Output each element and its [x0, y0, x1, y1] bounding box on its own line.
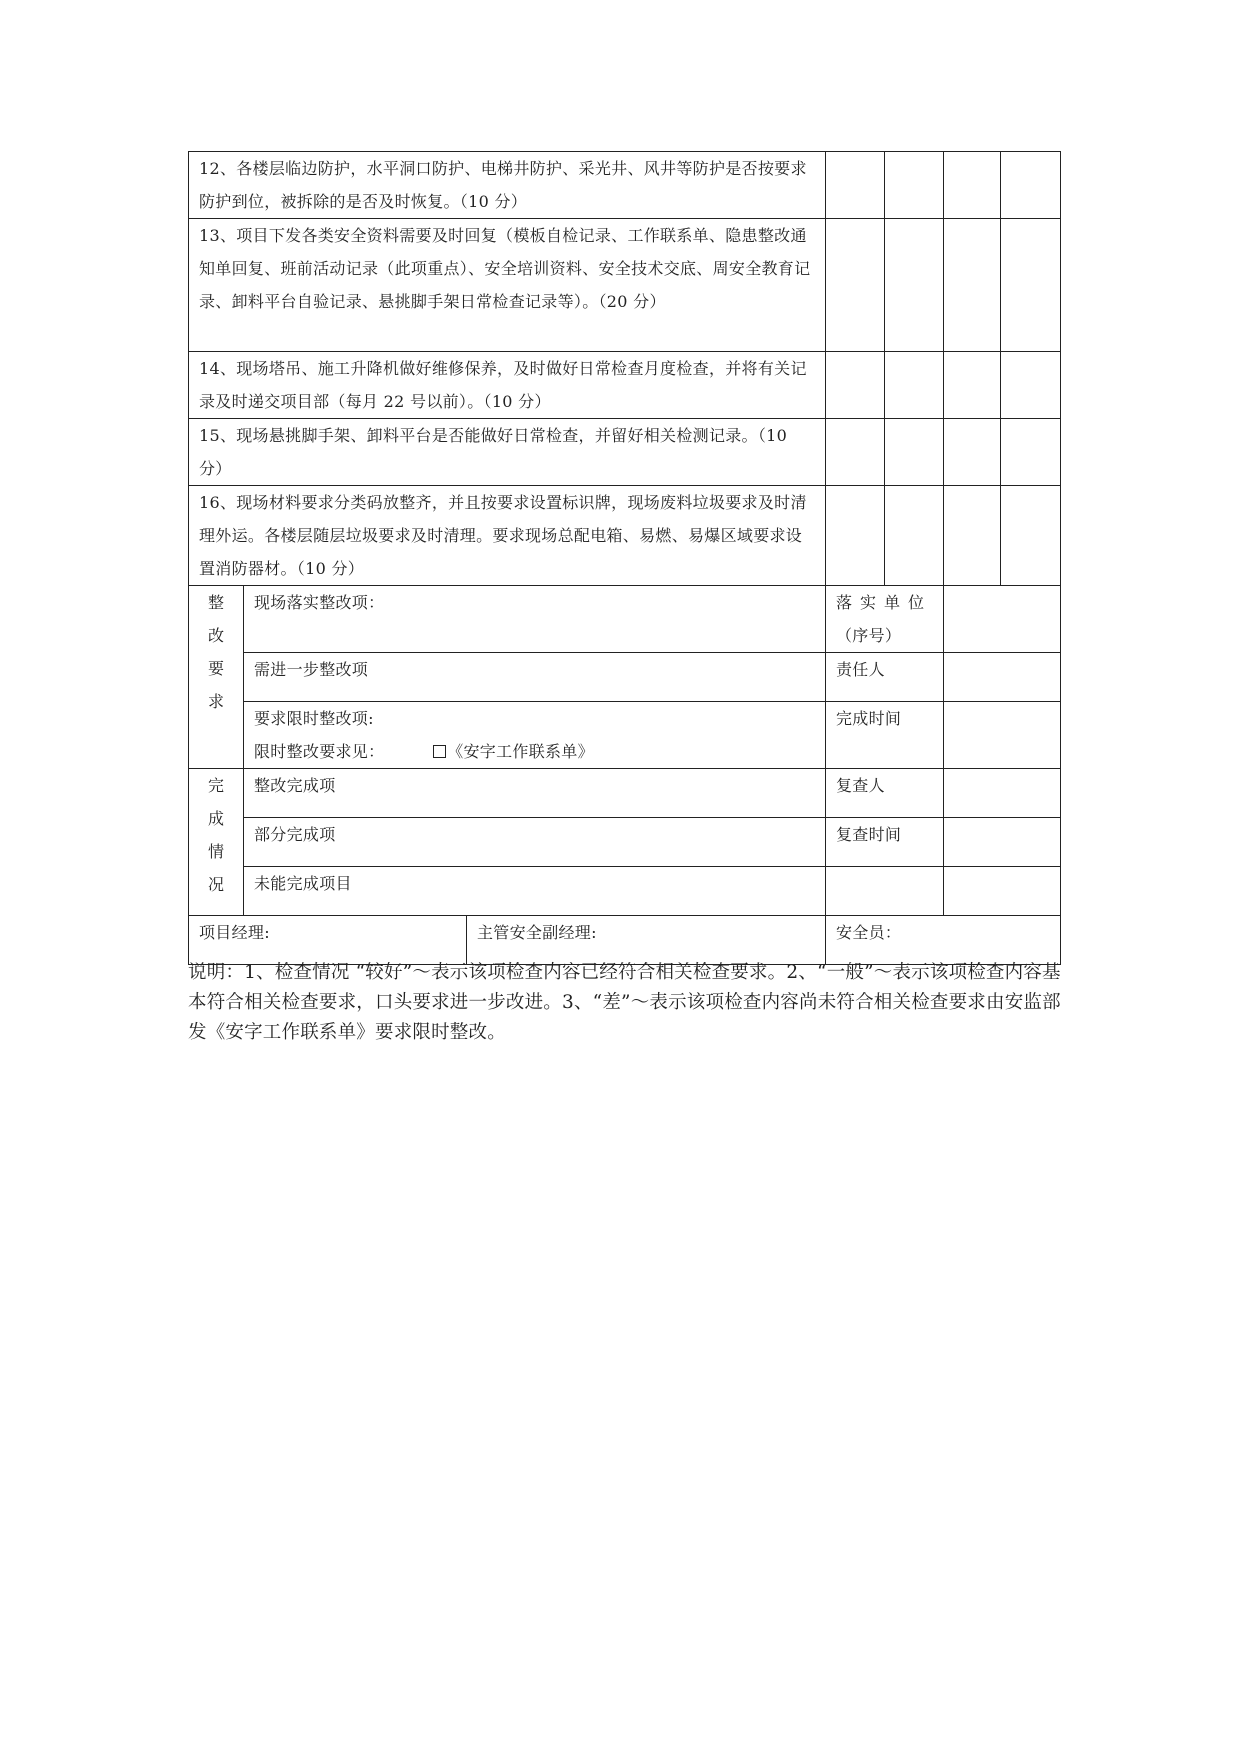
- completion-label: 完 成 情 况: [189, 769, 244, 916]
- item-14-cell: [189, 352, 826, 419]
- score-cell[interactable]: [1001, 219, 1061, 352]
- table-row: [189, 152, 1061, 219]
- item-13-cell: [189, 219, 826, 352]
- item-text: 14、现场塔吊、施工升降机做好维修保养，及时做好日常检查月度检查，并将有关记录及时递交项目部（每月 22 号以前）。（10 分）: [199, 359, 807, 411]
- further-rectify-label: 需进一步整改项: [254, 660, 369, 679]
- item-text: 13、项目下发各类安全资料需要及时回复（模板自检记录、工作联系单、隐患整改通知单回复、班前活动记录（此项重点）、安全培训资料、安全技术交底、周安全教育记录、卸料平台自验记录、悬挑脚手架日常检查记录等）。（20 分）: [199, 226, 811, 311]
- officer-label: 安全员：: [836, 923, 902, 942]
- table-row: [189, 818, 1061, 867]
- table-row: [189, 769, 1061, 818]
- score-cell[interactable]: [885, 219, 944, 352]
- score-cell[interactable]: [826, 486, 885, 586]
- done-items-cell[interactable]: [244, 769, 826, 818]
- unit-label-cell: [826, 586, 944, 653]
- item-text: 16、现场材料要求分类码放整齐，并且按要求设置标识牌，现场废料垃圾要求及时清理外运。各楼层随层垃圾要求及时清理。要求现场总配电箱、易燃、易爆区域要求设置消防器材。（10 分）: [199, 493, 807, 578]
- unit-value-cell[interactable]: [944, 586, 1061, 653]
- done-items-label: 整改完成项: [254, 776, 336, 795]
- score-cell[interactable]: [944, 486, 1001, 586]
- partial-items-cell[interactable]: [244, 818, 826, 867]
- table-row: [189, 702, 1061, 769]
- explanation-note: 说明：1、检查情况 “较好”～表示该项检查内容已经符合相关检查要求。2、“一般”～表示该项检查内容基本符合相关检查要求，口头要求进一步改进。3、“差”～表示该项检查内容尚未符合相关检查要求由安监部发《安字工作联系单》要求限时整改。: [188, 962, 1061, 1043]
- blank-cell[interactable]: [944, 867, 1061, 916]
- table-row: [189, 586, 1061, 653]
- reviewer-value-cell[interactable]: [944, 769, 1061, 818]
- score-cell[interactable]: [944, 419, 1001, 486]
- manager-label: 项目经理:: [199, 923, 270, 942]
- not-done-items-label: 未能完成项目: [254, 874, 352, 893]
- further-rectify-cell[interactable]: [244, 653, 826, 702]
- score-cell[interactable]: [944, 219, 1001, 352]
- score-cell[interactable]: [1001, 486, 1061, 586]
- table-row: [189, 867, 1061, 916]
- inspection-form-table: [188, 151, 1061, 965]
- score-cell[interactable]: [826, 352, 885, 419]
- contact-form-label: 《安字工作联系单》: [447, 742, 594, 761]
- score-cell[interactable]: [826, 419, 885, 486]
- score-cell[interactable]: [944, 152, 1001, 219]
- review-time-value-cell[interactable]: [944, 818, 1061, 867]
- review-time-label: 复查时间: [836, 825, 902, 844]
- deputy-label: 主管安全副经理:: [477, 923, 597, 942]
- score-cell[interactable]: [944, 352, 1001, 419]
- table-row: [189, 219, 1061, 352]
- score-cell[interactable]: [826, 152, 885, 219]
- table-row: [189, 653, 1061, 702]
- onsite-rectify-label: 现场落实整改项：: [254, 593, 385, 612]
- blank-cell[interactable]: [826, 867, 944, 916]
- score-cell[interactable]: [885, 419, 944, 486]
- unit-label-serial: （序号）: [836, 626, 902, 645]
- checkbox-icon[interactable]: [433, 745, 446, 758]
- score-cell[interactable]: [885, 152, 944, 219]
- score-cell[interactable]: [826, 219, 885, 352]
- responsible-label-cell: [826, 653, 944, 702]
- deadline-items-label: 要求限时整改项:: [254, 709, 374, 728]
- deadline-see-label: 限时整改要求见：: [254, 742, 385, 761]
- rectify-label: 整 改 要 求: [189, 586, 244, 769]
- score-cell[interactable]: [885, 486, 944, 586]
- table-row: [189, 352, 1061, 419]
- completion-time-value-cell[interactable]: [944, 702, 1061, 769]
- responsible-label: 责任人: [836, 660, 885, 679]
- completion-time-label-cell: [826, 702, 944, 769]
- deadline-rectify-cell[interactable]: [244, 702, 826, 769]
- item-15-cell: [189, 419, 826, 486]
- item-12-cell: [189, 152, 826, 219]
- reviewer-label-cell: [826, 769, 944, 818]
- item-text: 12、各楼层临边防护，水平洞口防护、电梯井防护、采光井、风井等防护是否按要求防护到位，被拆除的是否及时恢复。（10 分）: [199, 159, 807, 211]
- unit-label: 落实单位: [836, 593, 933, 612]
- not-done-items-cell[interactable]: [244, 867, 826, 916]
- review-time-label-cell: [826, 818, 944, 867]
- onsite-rectify-cell[interactable]: [244, 586, 826, 653]
- score-cell[interactable]: [1001, 352, 1061, 419]
- reviewer-label: 复查人: [836, 776, 885, 795]
- table-row: [189, 419, 1061, 486]
- score-cell[interactable]: [1001, 152, 1061, 219]
- item-16-cell: [189, 486, 826, 586]
- partial-items-label: 部分完成项: [254, 825, 336, 844]
- score-cell[interactable]: [1001, 419, 1061, 486]
- completion-time-label: 完成时间: [836, 709, 902, 728]
- responsible-value-cell[interactable]: [944, 653, 1061, 702]
- item-text: 15、现场悬挑脚手架、卸料平台是否能做好日常检查，并留好相关检测记录。（10 分）: [199, 426, 788, 478]
- table-row: [189, 486, 1061, 586]
- score-cell[interactable]: [885, 352, 944, 419]
